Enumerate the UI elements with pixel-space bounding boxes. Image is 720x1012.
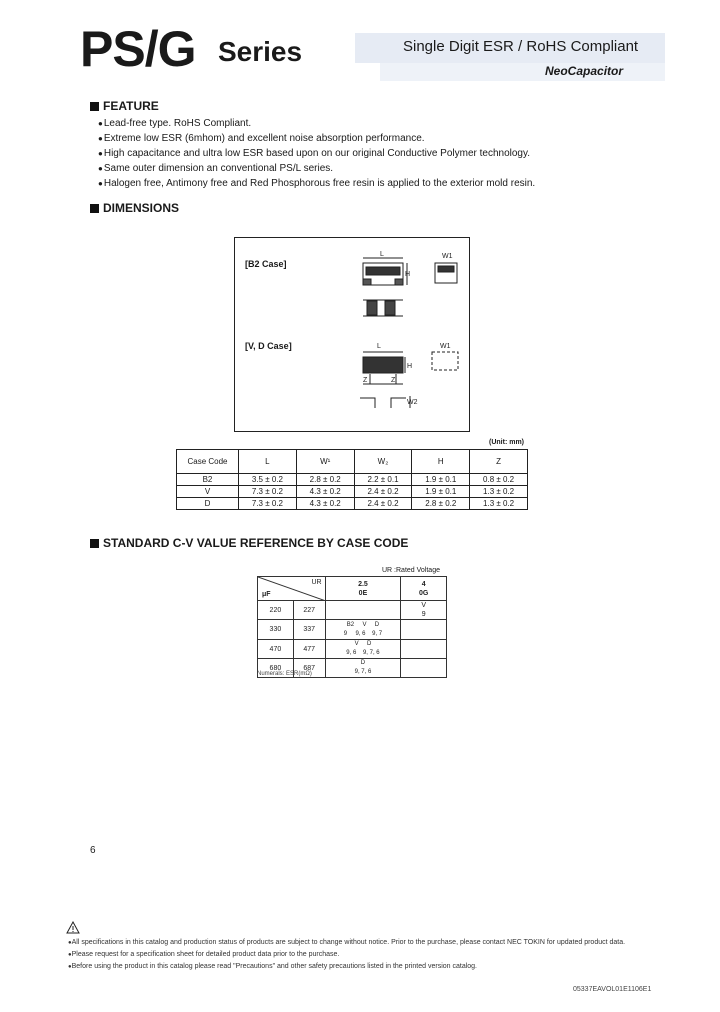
table-row: 330 337 B2 V D 9 9, 6 9, 7	[258, 620, 447, 640]
cv-corner	[258, 577, 326, 601]
footnotes	[68, 937, 625, 973]
uf-label: μF	[262, 591, 271, 598]
b2-case-label: [B2 Case]	[245, 259, 287, 269]
cv-heading: STANDARD C-V VALUE REFERENCE BY CASE CODE	[90, 537, 408, 549]
rated-voltage-note: UR :Rated Voltage	[382, 567, 440, 574]
footnote-item: ● All specifications in this catalog and production status of products are subject to change without notice. Prior to the purchase, please contact NEC TOKIN for updated product data.	[68, 937, 625, 949]
fig-label-w1: W1	[442, 253, 453, 260]
table-header: W₂	[354, 450, 412, 474]
feature-heading: FEATURE	[90, 100, 159, 112]
list-item: ● High capacitance and ultra low ESR based upon on our original Conductive Polymer technology.	[98, 146, 535, 161]
vd-case-label: [V, D Case]	[245, 341, 292, 351]
dimension-drawing	[235, 238, 469, 431]
brand-logo: NeoCapacitor	[545, 64, 624, 78]
subtitle: Single Digit ESR / RoHS Compliant	[403, 38, 639, 55]
square-bullet-icon	[90, 102, 99, 111]
table-row: 680 687 D 9, 7, 6	[258, 659, 447, 678]
table-header: L	[239, 450, 297, 474]
voltage-header-4: 4 0G	[401, 577, 447, 601]
table-header: Case Code	[177, 450, 239, 474]
fig-label-z-left: Z	[363, 377, 368, 384]
dimensions-heading: DIMENSIONS	[90, 202, 179, 214]
dimension-drawing-box	[234, 237, 470, 432]
table-row: V 7.3 ± 0.2 4.3 ± 0.2 2.4 ± 0.2 1.9 ± 0.1 1.3 ± 0.2	[177, 486, 528, 498]
voltage-header-25: 2.5 0E	[325, 577, 401, 601]
feature-list	[98, 116, 535, 191]
table-header: H	[412, 450, 470, 474]
fig-label-h-vd: H	[407, 363, 413, 370]
ur-label: UR	[311, 579, 322, 586]
table-row: 470 477 V D 9, 6 9, 7, 6	[258, 640, 447, 659]
list-item: ● Same outer dimension an conventional PS/L series.	[98, 161, 535, 176]
list-item: ● Halogen free, Antimony free and Red Phosphorous free resin is applied to the exterior mold resin.	[98, 176, 535, 191]
fig-label-w2: W2	[407, 399, 418, 406]
esr-note: Numerals: ESR(mΩ)	[257, 671, 312, 677]
footnote-item: ● Before using the product in this catalog please read "Precautions" and other safety precautions listed in the printed version catalog.	[68, 961, 625, 973]
table-header: W¹	[296, 450, 354, 474]
table-row: D 7.3 ± 0.2 4.3 ± 0.2 2.4 ± 0.2 2.8 ± 0.2 1.3 ± 0.2	[177, 498, 528, 510]
square-bullet-icon	[90, 204, 99, 213]
warning-icon	[66, 921, 80, 934]
fig-label-w1-vd: W1	[440, 343, 451, 350]
fig-label-l: L	[380, 251, 384, 258]
table-header: Z	[470, 450, 528, 474]
page-title: PS/G	[80, 21, 196, 77]
fig-label-h: H	[405, 271, 411, 278]
square-bullet-icon	[90, 539, 99, 548]
table-row: B2 3.5 ± 0.2 2.8 ± 0.2 2.2 ± 0.1 1.9 ± 0.1 0.8 ± 0.2	[177, 474, 528, 486]
dimensions-table	[176, 449, 528, 510]
list-item: ● Lead-free type. RoHS Compliant.	[98, 116, 535, 131]
page-title-series: Series	[218, 36, 303, 67]
catalog-code: 05337EAVOL01E1106E1	[573, 986, 652, 993]
page-number: 6	[90, 845, 96, 856]
list-item: ● Extreme low ESR (6mhom) and excellent noise absorption performance.	[98, 131, 535, 146]
fig-label-l-vd: L	[377, 343, 381, 350]
footnote-item: ● Please request for a specification sheet for detailed product data prior to the purchase.	[68, 949, 625, 961]
unit-label: (Unit: mm)	[489, 439, 524, 446]
fig-label-z-right: Z	[391, 377, 396, 384]
table-row: 220 227 V 9	[258, 601, 447, 620]
